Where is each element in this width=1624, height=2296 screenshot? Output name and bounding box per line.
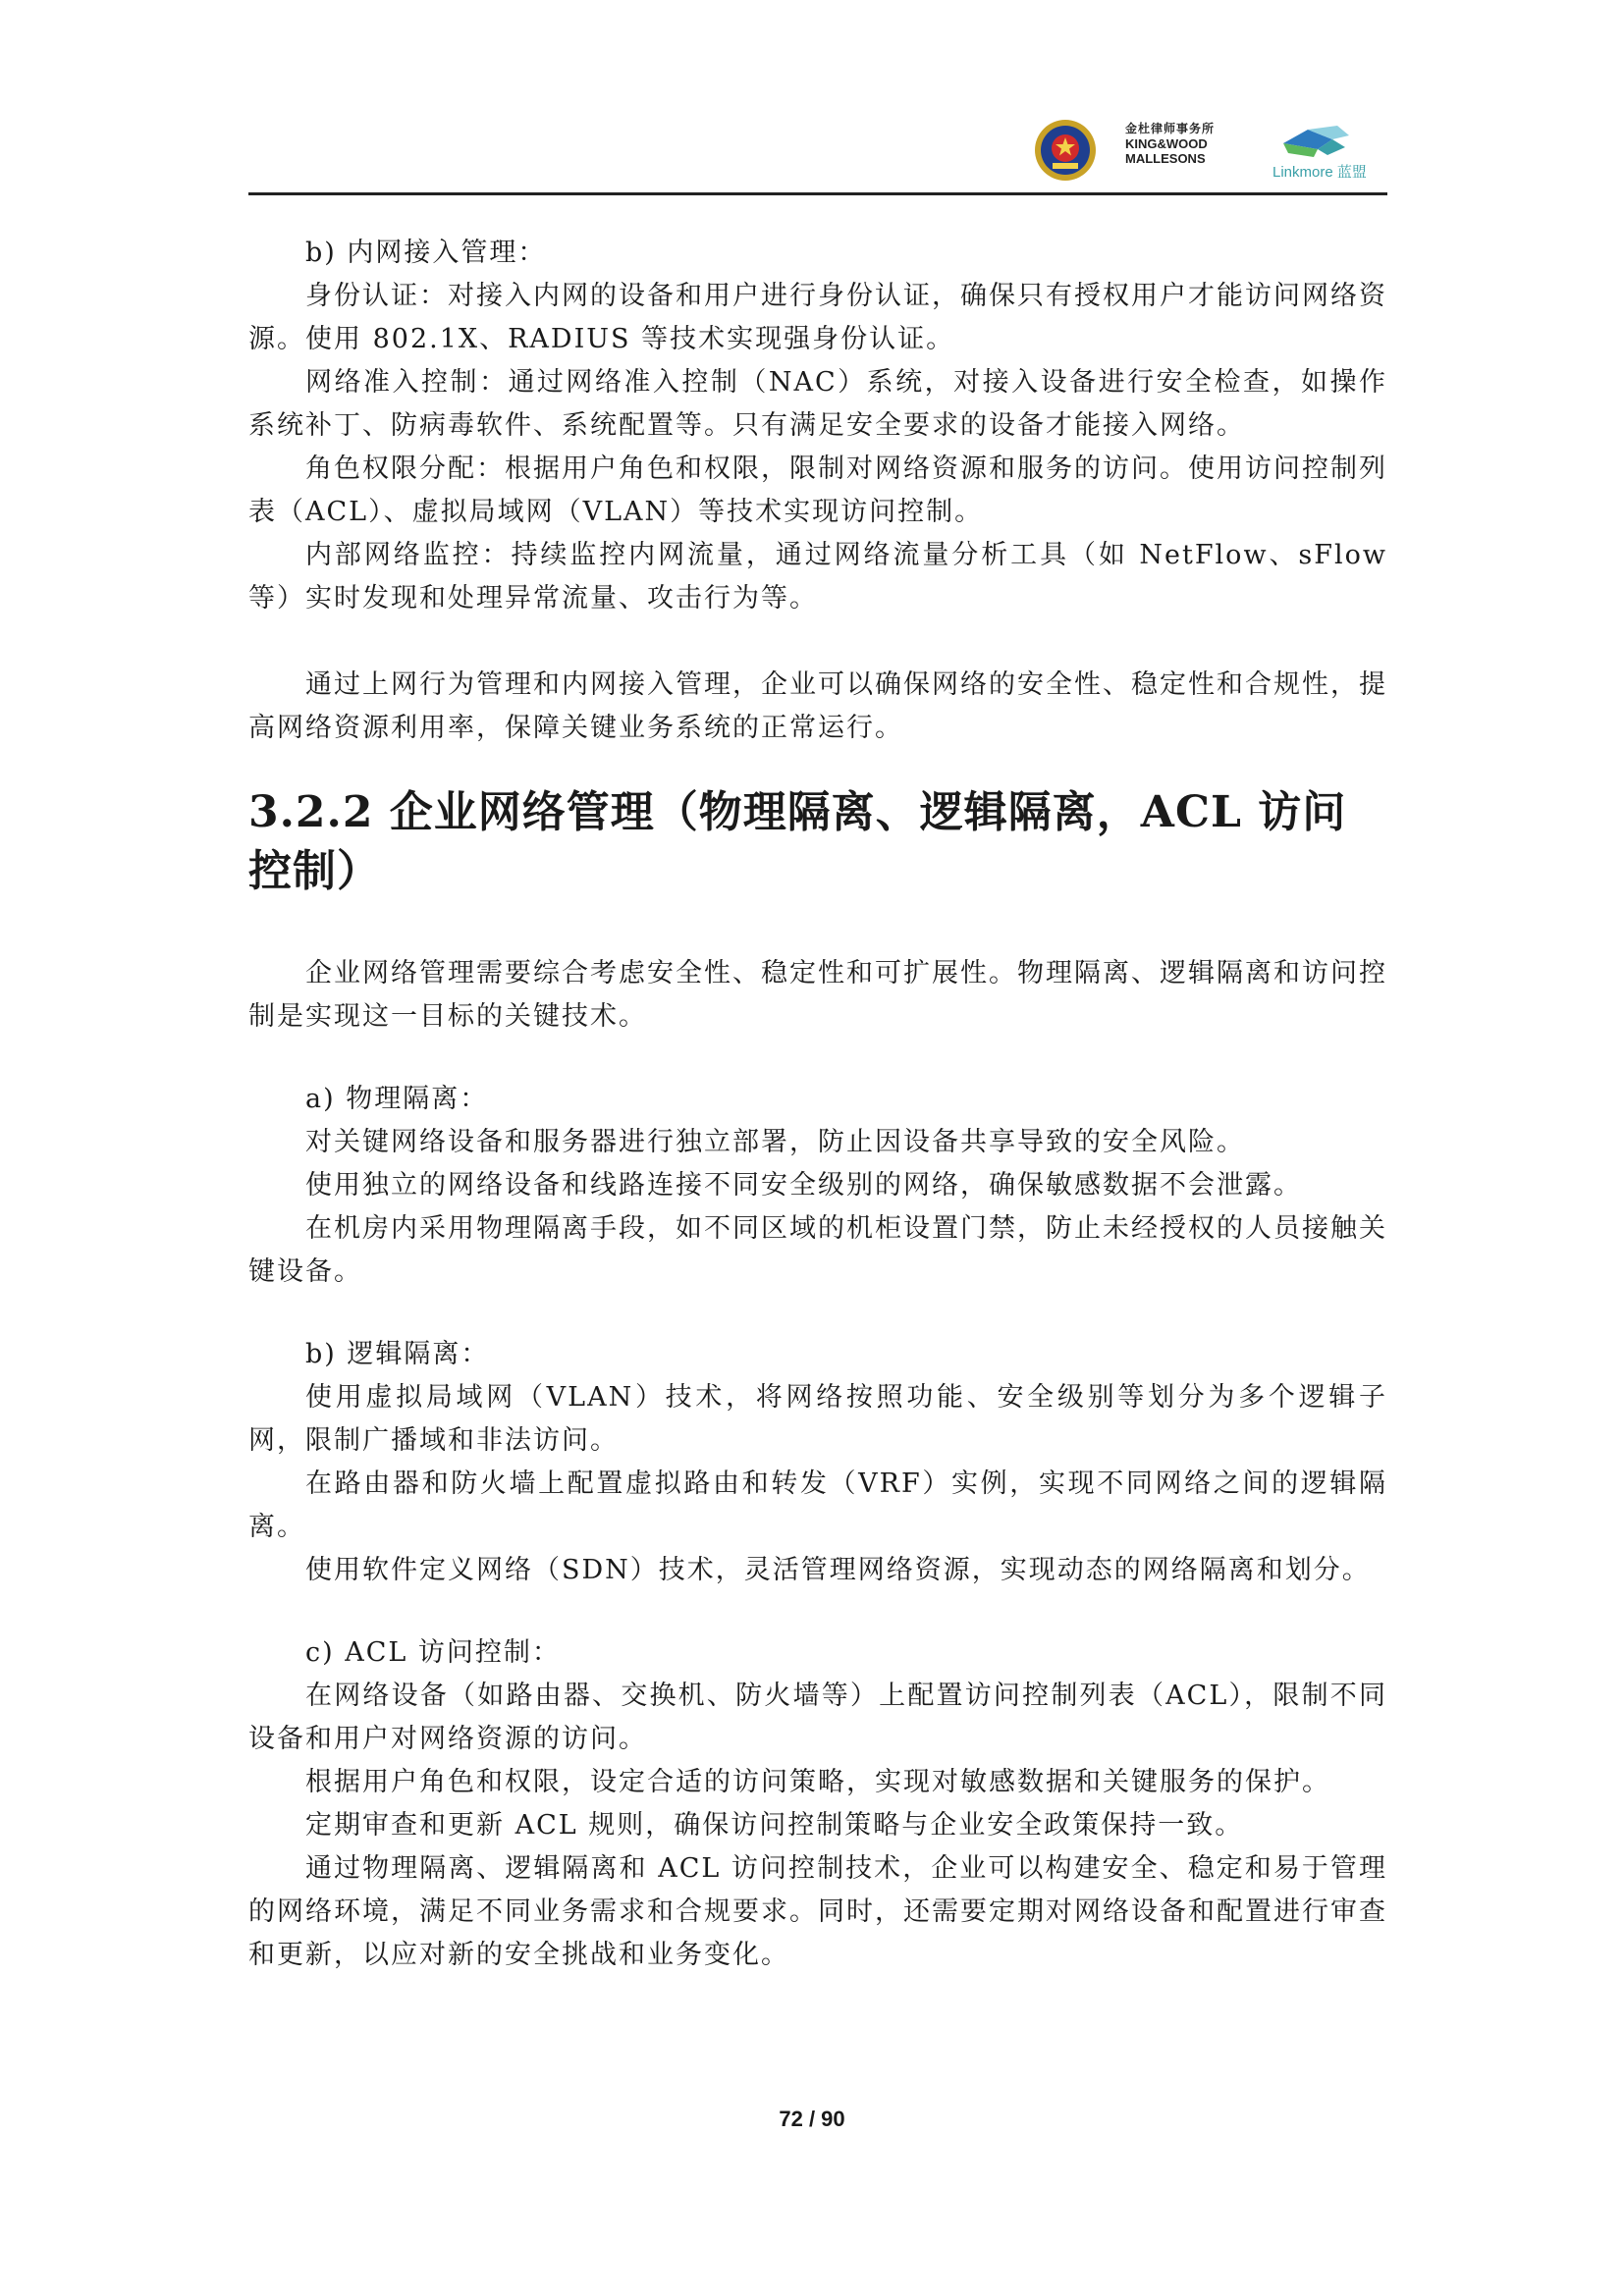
acl-p3: 定期审查和更新 ACL 规则，确保访问控制策略与企业安全政策保持一致。 xyxy=(305,1810,1244,1841)
document-body xyxy=(248,232,1387,1977)
intro-paragraph: 企业网络管理需要综合考虑安全性、稳定性和可扩展性。物理隔离、逻辑隔离和访问控制是实现这一目标的关键技术。 xyxy=(248,958,1387,1032)
physical-p1: 对关键网络设备和服务器进行独立部署，防止因设备共享导致的安全风险。 xyxy=(305,1127,1245,1157)
header-logos xyxy=(1033,118,1386,187)
logical-p1: 使用虚拟局域网（VLAN）技术，将网络按照功能、安全级别等划分为多个逻辑子网，限制广播域和非法访问。 xyxy=(248,1382,1387,1456)
police-emblem-icon xyxy=(1033,118,1098,183)
linkmore-logo-text: Linkmore 蓝盟 xyxy=(1272,164,1367,181)
physical-p2: 使用独立的网络设备和线路连接不同安全级别的网络，确保敏感数据不会泄露。 xyxy=(305,1170,1302,1201)
kwm-logo-cn: 金杜律师事务所 xyxy=(1125,122,1216,135)
intranet-title: b) 内网接入管理： xyxy=(305,238,547,268)
intranet-monitor: 内部网络监控：持续监控内网流量，通过网络流量分析工具（如 NetFlow、sFlow 等）实时发现和处理异常流量、攻击行为等。 xyxy=(248,540,1387,614)
logical-p2: 在路由器和防火墙上配置虚拟路由和转发（VRF）实例，实现不同网络之间的逻辑隔离。 xyxy=(248,1468,1387,1542)
intranet-roles: 角色权限分配：根据用户角色和权限，限制对网络资源和服务的访问。使用访问控制列表（ACL）、虚拟局域网（VLAN）等技术实现访问控制。 xyxy=(248,454,1387,527)
summary-paragraph: 通过上网行为管理和内网接入管理，企业可以确保网络的安全性、稳定性和合规性，提高网络资源利用率，保障关键业务系统的正常运行。 xyxy=(248,669,1387,743)
physical-title: a) 物理隔离： xyxy=(305,1084,489,1114)
acl-title: c) ACL 访问控制： xyxy=(305,1637,561,1668)
section-heading: 3.2.2 企业网络管理（物理隔离、逻辑隔离，ACL 访问控制） xyxy=(248,787,1347,896)
intranet-nac: 网络准入控制：通过网络准入控制（NAC）系统，对接入设备进行安全检查，如操作系统补丁、防病毒软件、系统配置等。只有满足安全要求的设备才能接入网络。 xyxy=(248,367,1387,441)
logical-p3: 使用软件定义网络（SDN）技术，灵活管理网络资源，实现动态的网络隔离和划分。 xyxy=(305,1555,1371,1585)
kwm-logo xyxy=(1125,122,1215,166)
kwm-logo-en-2: MALLESONS xyxy=(1125,151,1206,166)
page-number: 72 / 90 xyxy=(779,2107,845,2131)
acl-p1: 在网络设备（如路由器、交换机、防火墙等）上配置访问控制列表（ACL），限制不同设备和用户对网络资源的访问。 xyxy=(248,1681,1387,1754)
linkmore-mark-icon xyxy=(1278,122,1357,161)
intranet-auth: 身份认证：对接入内网的设备和用户进行身份认证，确保只有授权用户才能访问网络资源。使用 802.1X、RADIUS 等技术实现强身份认证。 xyxy=(248,281,1387,354)
logical-title: b) 逻辑隔离： xyxy=(305,1339,490,1369)
acl-p4: 通过物理隔离、逻辑隔离和 ACL 访问控制技术，企业可以构建安全、稳定和易于管理的网络环境，满足不同业务需求和合规要求。同时，还需要定期对网络设备和配置进行审查和更新，以应对新的安全挑战和业务变化。 xyxy=(248,1853,1387,1970)
acl-p2: 根据用户角色和权限，设定合适的访问策略，实现对敏感数据和关键服务的保护。 xyxy=(305,1767,1330,1797)
header-rule xyxy=(248,192,1387,195)
linkmore-logo xyxy=(1269,122,1386,181)
kwm-logo-en-1: KING&WOOD xyxy=(1125,136,1208,151)
physical-p3: 在机房内采用物理隔离手段，如不同区域的机柜设置门禁，防止未经授权的人员接触关键设备。 xyxy=(248,1213,1387,1287)
